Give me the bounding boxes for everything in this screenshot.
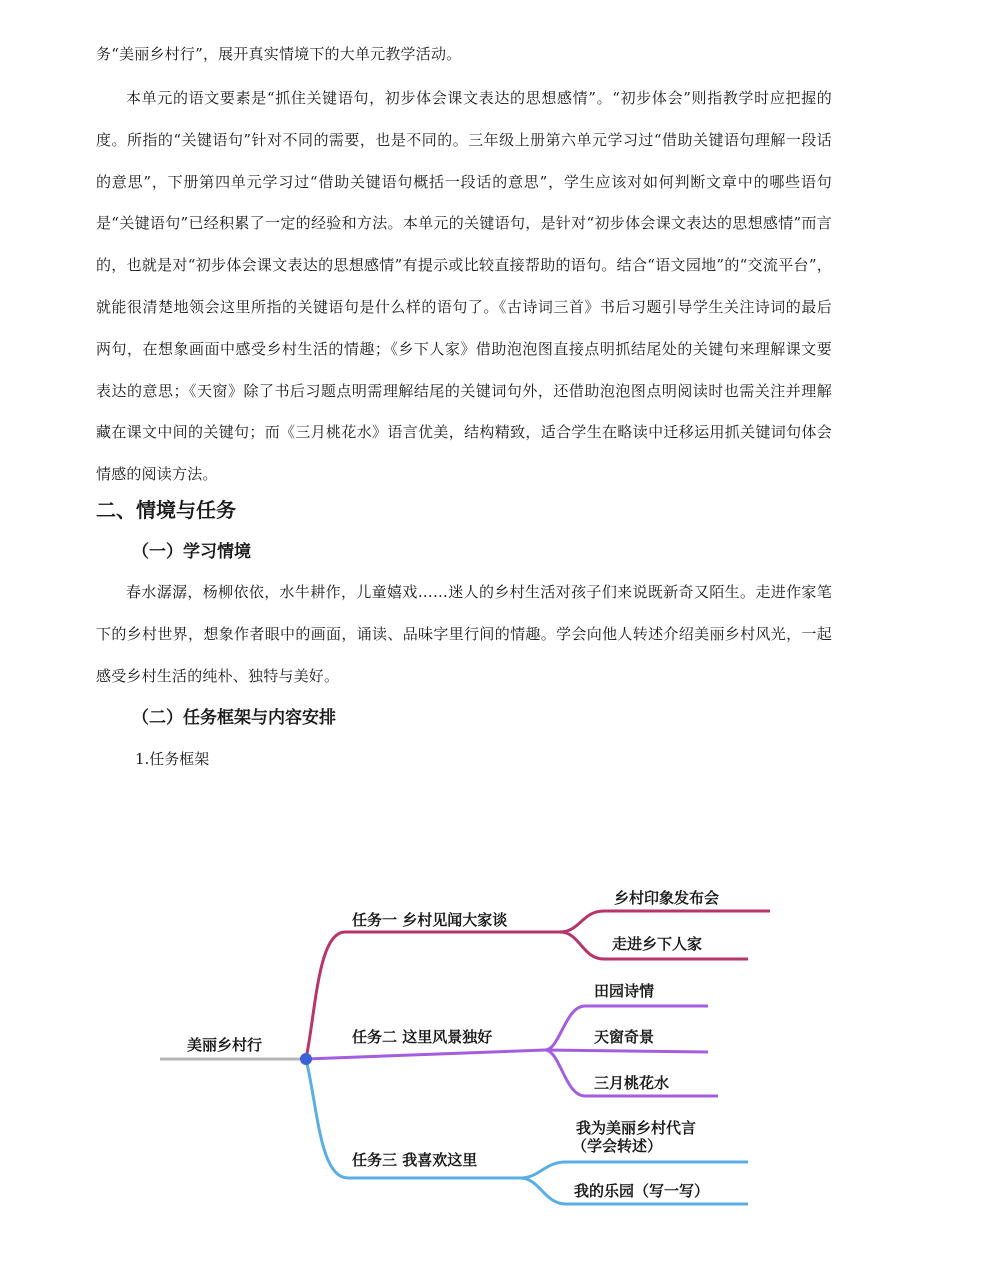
- paragraph-intro-end: 务“美丽乡村行”，展开真实情境下的大单元教学活动。: [96, 45, 462, 63]
- mindmap-task2-child2-line: [545, 1050, 708, 1052]
- mindmap-task3-child1-line: [520, 1162, 748, 1178]
- mindmap-task2-label: 任务二 这里风景独好: [352, 1028, 493, 1046]
- task-mindmap: [0, 860, 984, 1240]
- mindmap-task2-child3: 三月桃花水: [594, 1074, 670, 1092]
- mindmap-task1-child1-line: [560, 911, 770, 932]
- paragraph-language-elements: 本单元的语文要素是“抓住关键语句，初步体会课文表达的思想感情”。“初步体会”则指教学时应把握的度。所指的“关键语句”针对不同的需要，也是不同的。三年级上册第六单元学习过“借助关键语句理解一段话的意思”，下册第四单元学习过“借助关键语句概括一段话的意思”，学生应该对如何判断文章中的哪些语句是“关键语句”已经积累了一定的经验和方法。本单元的关键语句，是针对“初步体会课文表达的思想感情”而言的，也就是对“初步体会课文表达的思想感情”有提示或比较直接帮助的语句。结合“语文园地”的“交流平台”，就能很清楚地领会这里所指的关键语句是什么样的语句了。《古诗词三首》书后习题引导学生关注诗词的最后两句，在想象画面中感受乡村生活的情趣；《乡下人家》借助泡泡图直接点明抓结尾处的关键句来理解课文要表达的意思；《天窗》除了书后习题点明需理解结尾的关键词句外，还借助泡泡图点明阅读时也需关注并理解藏在课文中间的关键句；而《三月桃花水》语言优美，结构精致，适合学生在略读中迁移运用抓关键词句体会情感的阅读方法。: [96, 89, 832, 484]
- mindmap-task1-label: 任务一 乡村见闻大家谈: [352, 911, 508, 929]
- item-task-framework: 1.任务框架: [135, 750, 210, 768]
- mindmap-hub-dot: [300, 1053, 312, 1065]
- mindmap-task2-child2: 天窗奇景: [594, 1028, 655, 1046]
- mindmap-task2-child1: 田园诗情: [594, 982, 655, 1000]
- paragraph-learning-context: 春水潺潺，杨柳依依，水牛耕作，儿童嬉戏……迷人的乡村生活对孩子们来说既新奇又陌生。走进作家笔下的乡村世界，想象作者眼中的画面，诵读、品味字里行间的情趣。学会向他人转述介绍美丽乡村风光，一起感受乡村生活的纯朴、独特与美好。: [96, 583, 832, 685]
- mindmap-branch-task2: [306, 1050, 545, 1059]
- section-heading-context-tasks: 二、情境与任务: [96, 498, 236, 522]
- mindmap-task3-child1-note: （学会转述）: [572, 1137, 663, 1155]
- subheading-task-framework: （二）任务框架与内容安排: [132, 708, 336, 728]
- mindmap-task3-label: 任务三 我喜欢这里: [352, 1151, 478, 1169]
- mindmap-root-label: 美丽乡村行: [187, 1036, 263, 1054]
- mindmap-task1-child1: 乡村印象发布会: [614, 889, 720, 907]
- subheading-learning-context: （一）学习情境: [132, 542, 251, 562]
- mindmap-task3-child2: 我的乐园（写一写）: [574, 1182, 710, 1200]
- mindmap-task1-child2: 走进乡下人家: [612, 935, 703, 953]
- mindmap-task3-child1: 我为美丽乡村代言: [576, 1119, 697, 1137]
